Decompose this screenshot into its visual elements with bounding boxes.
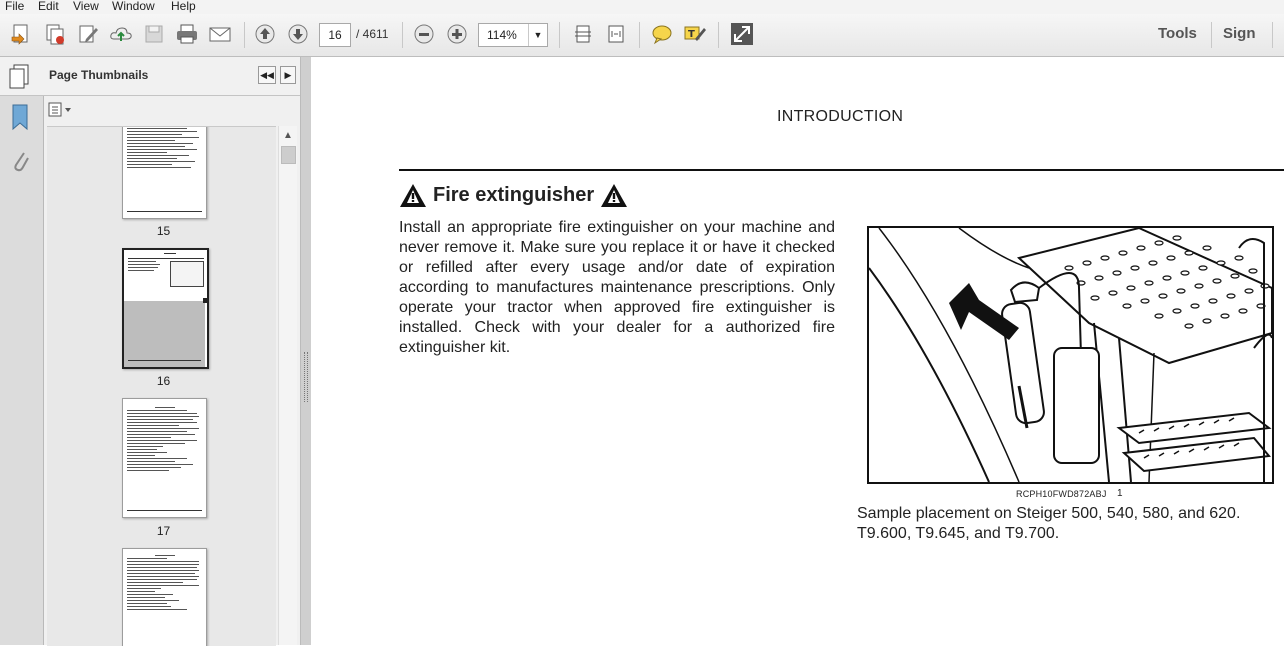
thumbnail-page[interactable] — [122, 398, 207, 518]
menu-bar — [0, 0, 1284, 14]
print-icon[interactable] — [174, 21, 200, 47]
menu-view[interactable]: View — [73, 0, 99, 13]
scroll-thumb[interactable] — [281, 146, 296, 164]
heading-text: Fire extinguisher — [433, 183, 595, 206]
email-icon[interactable] — [207, 21, 233, 47]
thumbnail-page[interactable] — [122, 548, 207, 646]
thumbnail-options-icon[interactable] — [48, 102, 74, 123]
create-pdf-icon[interactable] — [8, 21, 34, 47]
collapse-panel-icon[interactable]: ◀◀ — [258, 66, 276, 84]
figure-caption: Sample placement on Steiger 500, 540, 580, and 620. T9.600, T9.645, and T9.700. — [857, 505, 1241, 542]
thumbnail-label: 15 — [156, 224, 171, 238]
highlight-text-icon[interactable] — [682, 21, 708, 47]
thumbnails-list — [47, 126, 276, 646]
fit-page-icon[interactable] — [570, 21, 596, 47]
svg-text:T: T — [688, 29, 695, 40]
menu-window[interactable]: Window — [112, 0, 155, 13]
fit-width-icon[interactable] — [603, 21, 629, 47]
warning-heading — [399, 181, 628, 209]
edit-pdf-icon[interactable] — [75, 21, 101, 47]
zoom-select[interactable] — [478, 23, 548, 47]
zoom-out-icon[interactable] — [411, 21, 437, 47]
save-icon[interactable] — [141, 21, 167, 47]
fire-extinguisher-illustration — [867, 226, 1274, 484]
menu-file[interactable]: File — [5, 0, 25, 13]
combine-files-icon[interactable] — [42, 21, 68, 47]
scroll-up-icon[interactable]: ▲ — [283, 130, 293, 141]
figure-code: RCPH10FWD872ABJ — [1016, 489, 1107, 499]
page-thumbnails-icon[interactable] — [8, 63, 32, 94]
comment-icon[interactable] — [649, 21, 675, 47]
chevron-down-icon[interactable]: ▼ — [528, 24, 547, 46]
thumbnail-label: 17 — [156, 524, 171, 538]
page-number-input[interactable]: 16 — [319, 23, 351, 47]
thumbnail-label: 16 — [156, 374, 171, 388]
menu-edit[interactable]: Edit — [38, 0, 59, 13]
thumbnails-panel-header — [0, 57, 300, 96]
warning-icon — [399, 182, 427, 208]
sign-button[interactable]: Sign — [1223, 25, 1256, 42]
panel-options-arrow-icon[interactable]: ▶ — [280, 66, 296, 84]
panel-title: Page Thumbnails — [49, 68, 149, 82]
next-page-icon[interactable] — [285, 21, 311, 47]
bookmark-icon[interactable] — [10, 103, 30, 136]
thumbnails-scrollbar[interactable] — [278, 126, 297, 645]
body-paragraph: Install an appropriate fire extinguisher on your machine and never remove it. Make sure you replace it or have it checked or refilled after every usage and/or date of expiration according to manufactures maintenance prescriptions. Only operate your tractor when approved fire extinguisher is installed. Check with your dealer for a authorized fire extinguisher kit. — [399, 219, 835, 356]
zoom-in-icon[interactable] — [444, 21, 470, 47]
section-title: INTRODUCTION — [777, 108, 904, 125]
warning-icon — [600, 182, 628, 208]
thumbnail-page[interactable] — [122, 126, 207, 219]
upload-cloud-icon[interactable] — [108, 21, 134, 47]
tools-button[interactable]: Tools — [1158, 25, 1197, 42]
zoom-value: 114% — [487, 28, 517, 42]
toolbar — [0, 14, 1284, 57]
expand-icon[interactable] — [729, 21, 755, 47]
thumbnail-page-selected[interactable] — [122, 248, 209, 369]
menu-help[interactable]: Help — [171, 0, 196, 13]
navigation-rail — [0, 57, 44, 645]
previous-page-icon[interactable] — [252, 21, 278, 47]
figure-number: 1 — [1117, 488, 1123, 499]
total-pages: / 4611 — [356, 27, 389, 41]
section-divider — [399, 169, 1284, 171]
attachment-icon[interactable] — [9, 147, 31, 180]
